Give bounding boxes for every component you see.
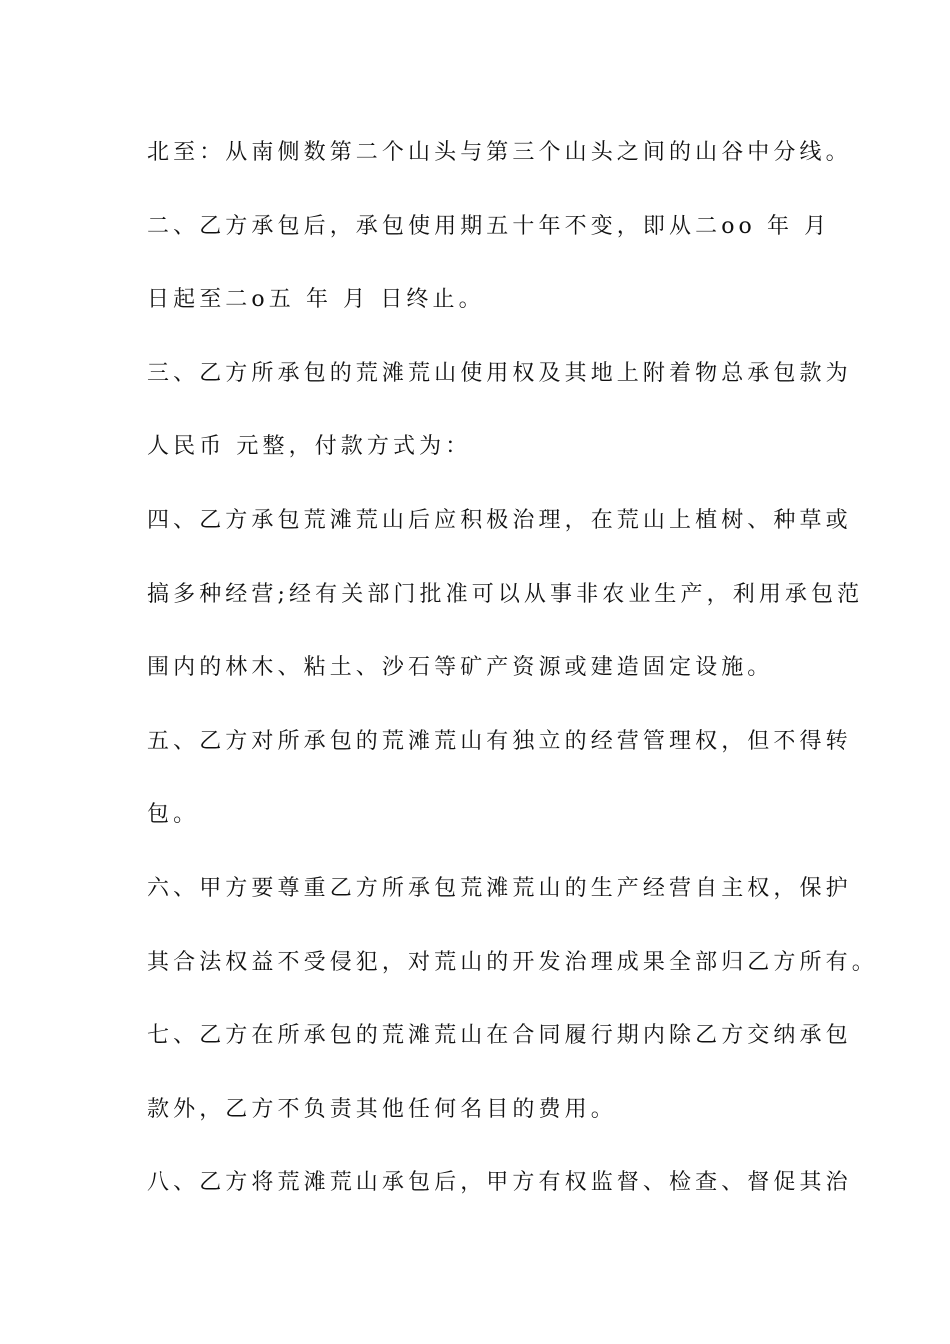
text-line: 围内的林木、粘土、沙石等矿产资源或建造固定设施。 [147,655,774,681]
text-line: 四、乙方承包荒滩荒山后应积极治理，在荒山上植树、种草或 [147,507,852,533]
text-line: 其合法权益不受侵犯，对荒山的开发治理成果全部归乙方所有。 [147,949,878,975]
text-line: 北至：从南侧数第二个山头与第三个山头之间的山谷中分线。 [147,140,852,165]
text-line: 七、乙方在所承包的荒滩荒山在合同履行期内除乙方交纳承包 [147,1023,852,1049]
text-line: 包。 [147,802,200,828]
text-line: 二、乙方承包后，承包使用期五十年不变，即从二oo 年 月 [147,213,831,239]
text-line: 搞多种经营;经有关部门批准可以从事非农业生产，利用承包范 [147,581,864,607]
text-line: 八、乙方将荒滩荒山承包后，甲方有权监督、检查、督促其治 [147,1170,852,1196]
text-line: 款外，乙方不负责其他任何名目的费用。 [147,1096,617,1122]
text-line: 五、乙方对所承包的荒滩荒山有独立的经营管理权，但不得转 [147,728,852,754]
text-line: 人民币 元整，付款方式为： [147,434,472,460]
contract-body [147,128,878,1232]
text-line: 六、甲方要尊重乙方所承包荒滩荒山的生产经营自主权，保护 [147,875,852,901]
text-line: 日起至二o五 年 月 日终止。 [147,287,485,313]
text-line: 三、乙方所承包的荒滩荒山使用权及其地上附着物总承包款为 [147,360,852,386]
